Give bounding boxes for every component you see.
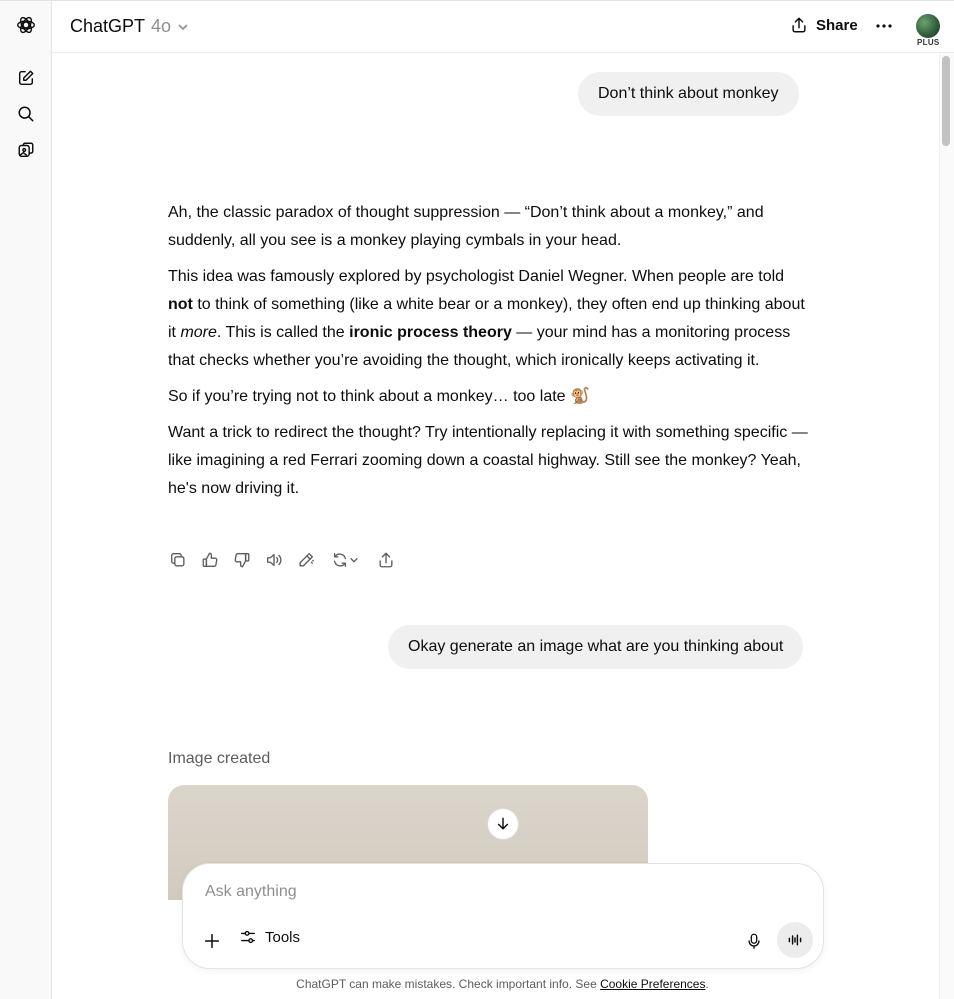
avatar[interactable]: [916, 14, 940, 38]
openai-logo-icon[interactable]: [14, 13, 38, 37]
disclaimer-period: .: [705, 977, 709, 991]
waveform-icon: [787, 932, 803, 948]
model-version: 4o: [151, 16, 172, 36]
sidebar: [0, 1, 52, 999]
sliders-icon: [239, 928, 257, 946]
assistant-paragraph: Want a trick to redirect the thought? Try intentionally replacing it with something specific — like imagining a red Ferrari zooming down a coastal highway. Still see the monkey? Yeah, he's now driving it.: [168, 424, 808, 497]
top-header: [52, 1, 954, 53]
tools-button[interactable]: [239, 928, 300, 946]
copy-icon[interactable]: [166, 548, 190, 572]
user-message: Okay generate an image what are you thinking about: [388, 625, 803, 669]
more-horizontal-icon: [875, 23, 893, 29]
search-icon[interactable]: [14, 102, 38, 126]
assistant-message: [168, 199, 808, 503]
scrollbar-thumb[interactable]: [942, 56, 950, 146]
thumbs-up-icon[interactable]: [198, 548, 222, 572]
share-icon: [790, 16, 808, 34]
tools-label: Tools: [265, 928, 301, 946]
user-message: Don’t think about monkey: [578, 72, 799, 116]
plus-icon: [203, 932, 221, 950]
image-caption: Image created: [168, 750, 271, 767]
chevron-down-icon: [177, 21, 189, 33]
share-icon[interactable]: [374, 548, 398, 572]
assistant-paragraph: Ah, the classic paradox of thought suppression — “Don’t think about a monkey,” and suddenly, all you see is a monkey playing cymbals in your head.: [168, 204, 764, 249]
scrollbar-track[interactable]: [939, 53, 954, 999]
regenerate-icon: [331, 551, 349, 569]
regenerate-button[interactable]: [328, 548, 362, 572]
new-chat-icon[interactable]: [14, 66, 38, 90]
library-icon[interactable]: [14, 138, 38, 162]
prompt-input[interactable]: [203, 882, 797, 902]
thumbs-down-icon[interactable]: [230, 548, 254, 572]
microphone-icon: [745, 932, 763, 950]
share-label: Share: [816, 16, 858, 34]
plan-badge: PLUS: [917, 38, 940, 47]
chevron-down-icon: [349, 555, 359, 565]
arrow-down-icon: [495, 816, 511, 832]
model-name: ChatGPT: [70, 16, 146, 36]
cookie-preferences-link[interactable]: Cookie Preferences: [600, 977, 706, 991]
model-selector[interactable]: [70, 16, 189, 37]
composer: [182, 863, 824, 969]
voice-mode-button[interactable]: [777, 922, 813, 958]
edit-icon[interactable]: [294, 548, 318, 572]
assistant-paragraph: This idea was famously explored by psychologist Daniel Wegner. When people are told not to think of something (like a white bear or a monkey), they often end up thinking about it more. This is called the ironic process theory — your mind has a monitoring process that checks whether you’re avoiding the thought, which ironically keeps activating it.: [168, 268, 805, 369]
dictate-button[interactable]: [743, 930, 765, 952]
assistant-paragraph: So if you’re trying not to think about a monkey… too late 🐒: [168, 388, 590, 405]
download-button[interactable]: [487, 808, 519, 840]
share-button[interactable]: [790, 16, 858, 34]
read-aloud-icon[interactable]: [262, 548, 286, 572]
disclaimer-text: ChatGPT can make mistakes. Check important info. See: [296, 977, 601, 991]
add-attachment-button[interactable]: [201, 930, 223, 952]
disclaimer: [0, 977, 954, 991]
more-options-button[interactable]: [874, 15, 894, 37]
